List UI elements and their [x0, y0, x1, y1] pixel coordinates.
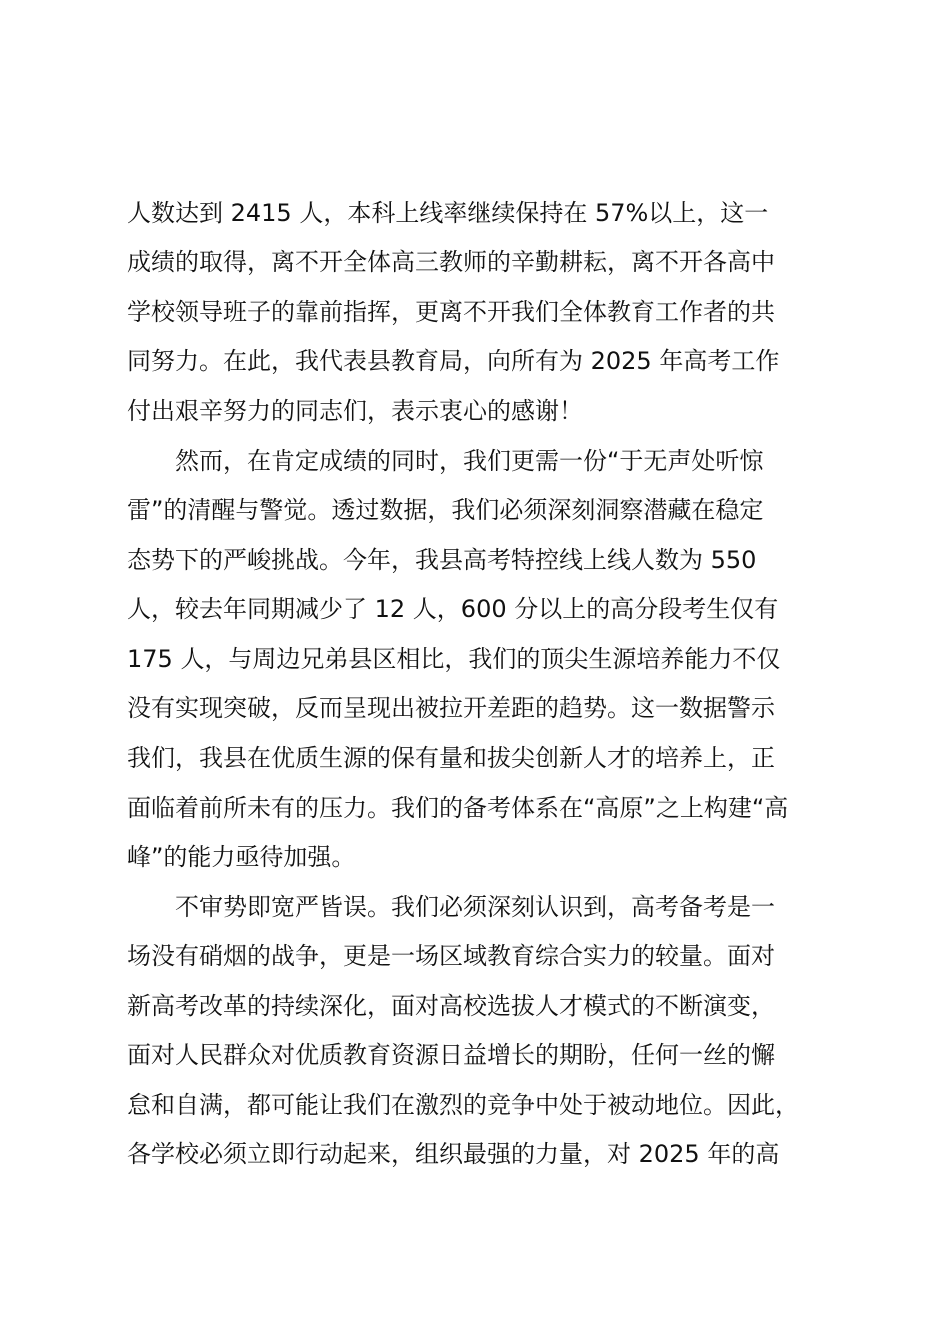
text-line-10: 175 人，与周边兄弟县区相比，我们的顶尖生源培养能力不仅	[127, 645, 781, 673]
text-line-17: 新高考改革的持续深化，面对高校选拔人才模式的不断演变，	[127, 992, 775, 1020]
text-line-5: 付出艰辛努力的同志们，表示衷心的感谢！	[127, 397, 583, 425]
text-line-20: 各学校必须立即行动起来，组织最强的力量，对 2025 年的高	[127, 1140, 780, 1168]
text-line-19: 怠和自满，都可能让我们在激烈的竞争中处于被动地位。因此，	[127, 1091, 799, 1119]
text-line-9: 人，较去年同期减少了 12 人，600 分以上的高分段考生仅有	[127, 595, 779, 623]
text-line-18: 面对人民群众对优质教育资源日益增长的期盼，任何一丝的懈	[127, 1041, 775, 1069]
text-line-11: 没有实现突破，反而呈现出被拉开差距的趋势。这一数据警示	[127, 694, 775, 722]
text-line-1: 人数达到 2415 人，本科上线率继续保持在 57%以上，这一	[127, 199, 769, 227]
text-line-4: 同努力。在此，我代表县教育局，向所有为 2025 年高考工作	[127, 347, 780, 375]
text-line-14: 峰”的能力亟待加强。	[127, 843, 356, 871]
text-line-2: 成绩的取得，离不开全体高三教师的辛勤耕耘，离不开各高中	[127, 248, 775, 276]
text-line-7: 雷”的清醒与警觉。透过数据，我们必须深刻洞察潜藏在稳定	[127, 496, 764, 524]
text-line-8: 态势下的严峻挑战。今年，我县高考特控线上线人数为 550	[127, 546, 757, 574]
text-line-15: 不审势即宽严皆误。我们必须深刻认识到，高考备考是一	[127, 893, 775, 921]
text-line-3: 学校领导班子的靠前指挥，更离不开我们全体教育工作者的共	[127, 298, 775, 326]
text-line-16: 场没有硝烟的战争，更是一场区域教育综合实力的较量。面对	[127, 942, 775, 970]
text-line-12: 我们，我县在优质生源的保有量和拔尖创新人才的培养上，正	[127, 744, 775, 772]
text-line-6: 然而，在肯定成绩的同时，我们更需一份“于无声处听惊	[127, 447, 764, 475]
text-line-13: 面临着前所未有的压力。我们的备考体系在“高原”之上构建“高	[127, 794, 789, 822]
